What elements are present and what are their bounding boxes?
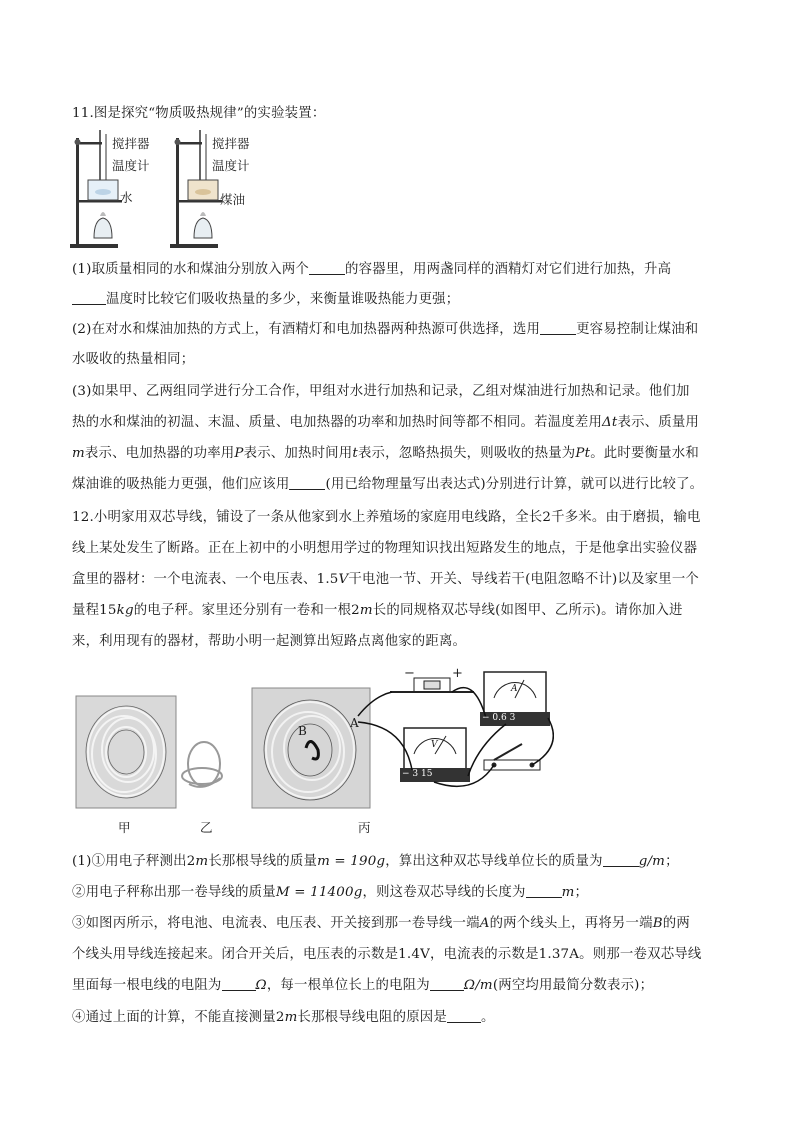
answer-blank-8[interactable] [430, 976, 464, 991]
text: m [72, 446, 85, 461]
text: A [479, 916, 490, 931]
text: 水吸收的热量相同； [72, 352, 195, 367]
text: t [352, 446, 358, 461]
text: ④通过上面的计算，不能直接测量2 [72, 1010, 285, 1025]
thermometer-label-2: 温度计 [212, 158, 250, 173]
text: ②用电子秤称出那一卷导线的质量 [72, 885, 276, 900]
text: m [195, 854, 209, 869]
text: Ω [255, 978, 267, 993]
figure-jia-caption: 甲 [118, 820, 131, 835]
text: 里面每一根电线的电阻为 [72, 978, 222, 993]
answer-blank-9[interactable] [447, 1008, 481, 1023]
text: 12.小明家用双芯导线，铺设了一条从他家到水上养殖场的家庭用电线路，全长2千多米。由于磨损，输电 [72, 510, 701, 525]
text: 量程15 [72, 603, 117, 618]
text: ③如图丙所示，将电池、电流表、电压表、开关接到那一卷导线一端 [72, 916, 480, 931]
q11-part1-line2 [72, 290, 459, 310]
answer-blank-5[interactable] [603, 852, 639, 867]
text: Pt [575, 446, 591, 461]
text: (两空均用最简分数表示)； [492, 978, 654, 993]
text: (1)①用电子秤测出2 [72, 854, 196, 869]
q12-line5 [72, 632, 466, 652]
answer-blank-3[interactable] [540, 320, 576, 335]
thermometer-label-1: 温度计 [112, 158, 150, 173]
text: 线上某处发生了断路。正在上初中的小明想用学过的物理知识找出短路发生的地点，于是他拿出实验仪器 [72, 541, 698, 556]
text: m [359, 603, 373, 618]
battery-plus-label: + [452, 666, 463, 681]
q12-sub3-line3 [72, 976, 653, 996]
text: 的电子秤。家里还分别有一卷和一根2 [133, 603, 360, 618]
answer-blank-7[interactable] [222, 976, 256, 991]
q12-sub3-line1 [72, 914, 690, 934]
text: 表示、加热时间用 [243, 446, 353, 461]
text: 煤油谁的吸热能力更强，他们应该用 [72, 477, 290, 492]
text: (1)取质量相同的水和煤油分别放入两个 [72, 262, 310, 277]
end-b-label: B [298, 724, 307, 738]
text: ，每一根单位长上的电阻为 [266, 978, 430, 993]
text: 盒里的器材：一个电流表、一个电压表、1.5 [72, 572, 339, 587]
text: 的两 [662, 916, 690, 931]
stirrer-label-1: 搅拌器 [112, 136, 150, 151]
text: 表示、电加热器的功率用 [84, 446, 235, 461]
q11-title-text: 11.图是探究“物质吸热规律”的实验装置： [72, 106, 326, 121]
q12-sub1 [72, 852, 679, 872]
voltmeter-symbol: V [431, 740, 438, 750]
water-label: 水 [120, 190, 133, 205]
kerosene-label: 煤油 [220, 192, 246, 207]
q11-part3-line2 [72, 413, 699, 433]
text: 温度时比较它们吸收热量的多少，来衡量谁吸热能力更强； [106, 292, 460, 307]
q12-line1 [72, 508, 701, 528]
battery-minus-label: − [404, 666, 415, 681]
q11-part1-line1 [72, 260, 671, 280]
text: m [284, 1010, 298, 1025]
text: 表示，忽略热损失，则吸收的热量为 [357, 446, 576, 461]
text: 长那根导线的质量 [208, 854, 318, 869]
q11-part3-line3 [72, 444, 699, 464]
q11-part2-line2 [72, 350, 194, 370]
answer-blank-1[interactable] [309, 260, 345, 275]
q12-line2 [72, 539, 697, 559]
text: B [652, 916, 663, 931]
stirrer-label-2: 搅拌器 [212, 136, 250, 151]
text: 来，利用现有的器材，帮助小明一起测算出短路点离他家的距离。 [72, 634, 467, 649]
q11-title [72, 104, 325, 124]
q12-sub3-line2 [72, 945, 701, 965]
text: 长那根导线电阻的原因是 [297, 1010, 447, 1025]
text: 更容易控制让煤油和 [576, 322, 699, 337]
text: ； [574, 885, 589, 900]
text: V [338, 572, 349, 587]
wire-circuit-drawing [74, 666, 554, 816]
text: Δt [602, 415, 618, 430]
text: (2)在对水和煤油加热的方式上，有酒精灯和电加热器两种热源可供选择，选用 [72, 322, 541, 337]
q11-part3-line1 [72, 382, 690, 402]
q12-sub2 [72, 883, 588, 903]
figure-yi-caption: 乙 [200, 820, 213, 835]
q11-part3-line4 [72, 475, 703, 495]
heating-apparatus-figure [70, 128, 270, 250]
answer-blank-6[interactable] [526, 883, 562, 898]
voltmeter-scale: − 3 15 [402, 769, 433, 779]
text: P [234, 446, 244, 461]
ammeter-symbol: A [511, 684, 518, 694]
text: 热的水和煤油的初温、末温、质量、电加热器的功率和加热时间等都不相同。若温度差用 [72, 415, 603, 430]
q11-part2-line1 [72, 320, 698, 340]
q12-line3 [72, 570, 699, 590]
end-a-label: A [350, 716, 359, 730]
text: m = 190g [317, 854, 386, 869]
text: ； [665, 854, 679, 869]
q12-sub4 [72, 1008, 495, 1028]
text: (用已给物理量写出表达式)分别进行计算，就可以进行比较了。 [325, 477, 704, 492]
text: 个线头用导线连接起来。闭合开关后，电压表的示数是1.4V，电流表的示数是1.37A。则那一卷双芯导线 [72, 947, 702, 962]
text: kg [116, 603, 134, 618]
answer-blank-4[interactable] [289, 475, 325, 490]
text: (3)如果甲、乙两组同学进行分工合作，甲组对水进行加热和记录，乙组对煤油进行加热和记录。他们加 [72, 384, 690, 399]
text: 的容器里，用两盏同样的酒精灯对它们进行加热，升高 [345, 262, 672, 277]
text: m [561, 885, 575, 900]
wire-circuit-figure [74, 666, 554, 836]
text: Ω/m [463, 978, 493, 993]
ammeter-scale: − 0.6 3 [482, 713, 516, 723]
text: 长的同规格双芯导线(如图甲、乙所示)。请你加入进 [372, 603, 683, 618]
text: ，算出这种双芯导线单位长的质量为 [385, 854, 603, 869]
text: M = 11400g [275, 885, 363, 900]
figure-bing-caption: 丙 [358, 820, 371, 835]
text: 。 [480, 1010, 495, 1025]
text: 干电池一节、开关、导线若干(电阻忽略不计)以及家里一个 [348, 572, 700, 587]
text: g/m [638, 854, 666, 869]
text: 表示、质量用 [617, 415, 700, 430]
answer-blank-2[interactable] [72, 290, 106, 305]
text: 的两个线头上，再将另一端 [489, 916, 653, 931]
text: ，则这卷双芯导线的长度为 [362, 885, 526, 900]
q12-line4 [72, 601, 683, 621]
text: 。此时要衡量水和 [590, 446, 699, 461]
